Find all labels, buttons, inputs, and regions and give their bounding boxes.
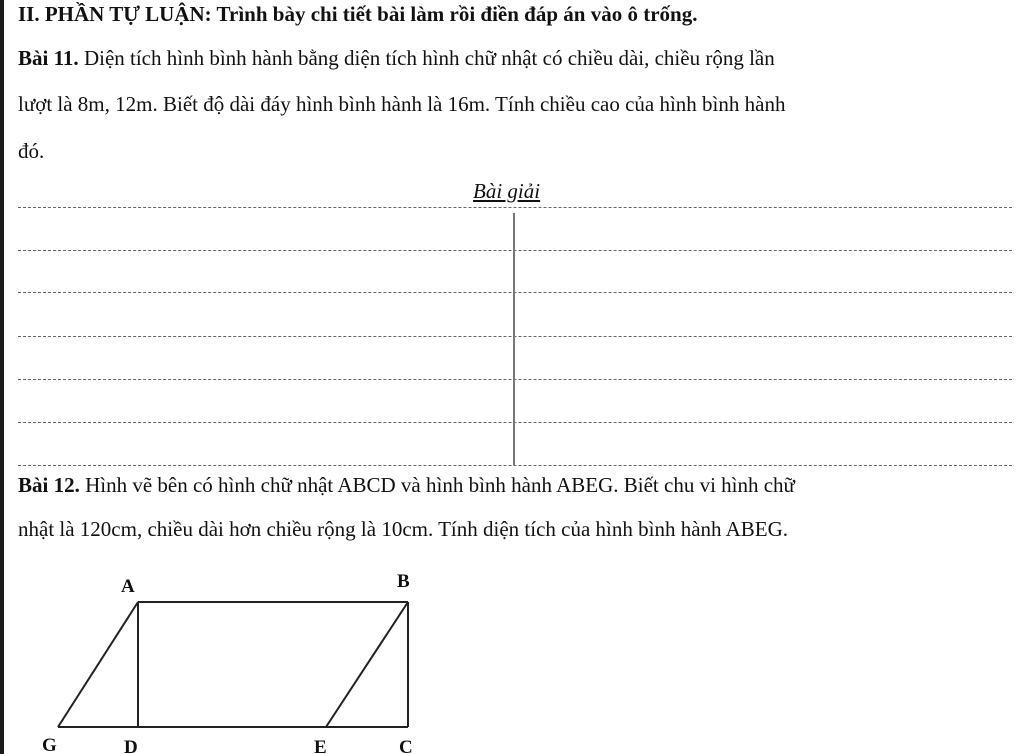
label-e: E	[314, 737, 327, 754]
answer-line[interactable]	[18, 207, 1012, 208]
label-c: C	[399, 737, 413, 754]
geometry-figure	[0, 560, 460, 754]
problem-12-text-1: Hình vẽ bên có hình chữ nhật ABCD và hình bình hành ABEG. Biết chu vi hình chữ	[79, 473, 795, 497]
problem-12-line-1	[18, 473, 795, 497]
answer-line[interactable]	[18, 379, 1012, 380]
solution-heading: Bài giải	[473, 179, 541, 203]
problem-12-label: Bài 12.	[18, 473, 80, 497]
label-d: D	[124, 737, 138, 754]
label-a: A	[121, 576, 135, 597]
problem-11-label: Bài 11.	[18, 46, 79, 70]
problem-11-line-1	[18, 46, 775, 70]
segment-be	[326, 602, 408, 727]
answer-line[interactable]	[18, 292, 1012, 293]
label-g: G	[42, 735, 57, 754]
section-heading: II. PHẦN TỰ LUẬN: Trình bày chi tiết bài làm rồi điền đáp án vào ô trống.	[18, 2, 698, 26]
answer-line[interactable]	[18, 465, 1012, 466]
label-b: B	[397, 571, 410, 592]
answer-line[interactable]	[18, 336, 1012, 337]
problem-11-text-1: Diện tích hình bình hành bằng diện tích hình chữ nhật có chiều dài, chiều rộng lần	[78, 46, 775, 70]
answer-column-divider	[513, 213, 515, 465]
problem-12-line-2: nhật là 120cm, chiều dài hơn chiều rộng là 10cm. Tính diện tích của hình bình hành ABEG.	[18, 517, 789, 541]
segment-ag	[58, 602, 138, 727]
problem-11-line-3: đó.	[18, 139, 45, 163]
problem-11-line-2: lượt là 8m, 12m. Biết độ dài đáy hình bình hành là 16m. Tính chiều cao của hình bình hành	[18, 92, 786, 116]
answer-line[interactable]	[18, 250, 1012, 251]
answer-line[interactable]	[18, 422, 1012, 423]
